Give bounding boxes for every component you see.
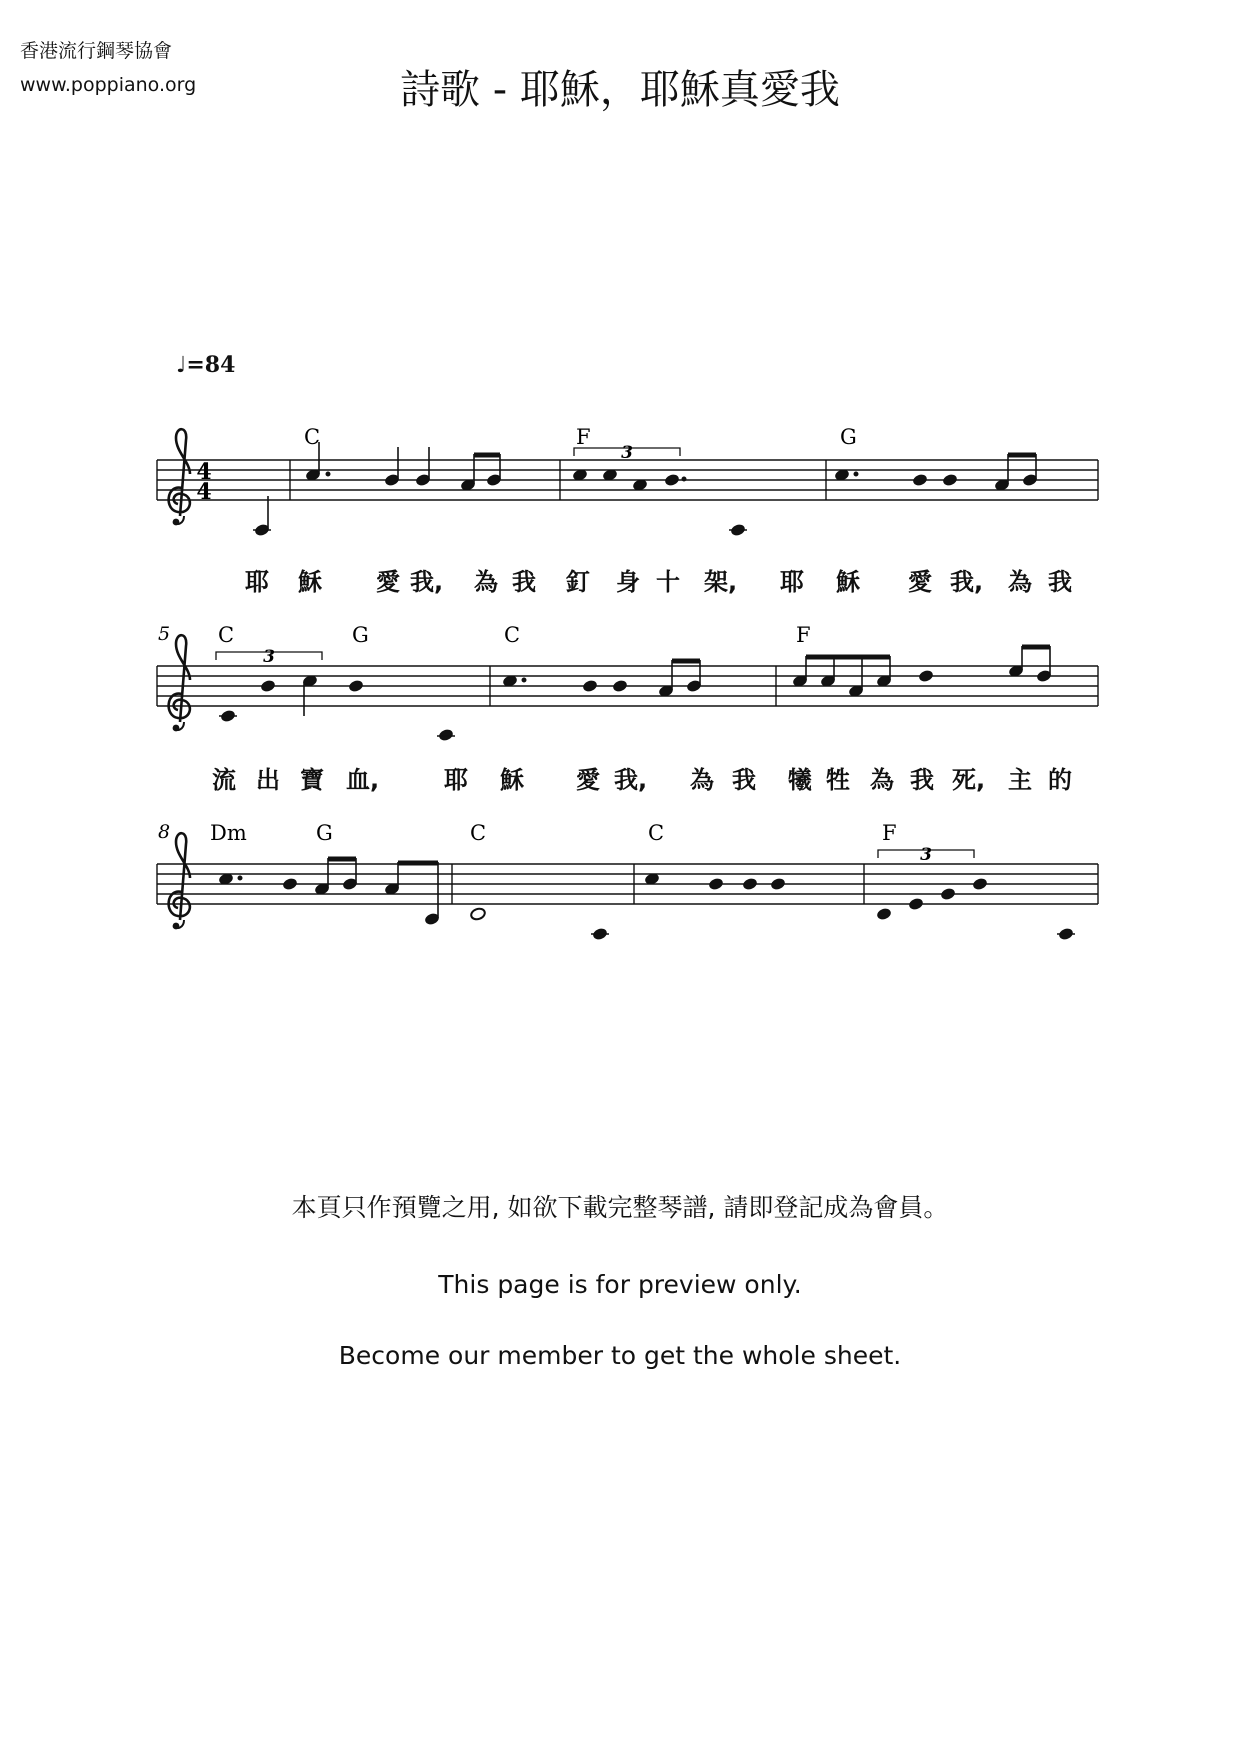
measure-number: 5 xyxy=(158,623,171,645)
triplet-mark: 3 xyxy=(263,647,275,667)
preview-notice-line-1: This page is for preview only. xyxy=(438,1270,802,1299)
treble-clef-icon xyxy=(169,429,190,525)
lyric-syllable: 的 xyxy=(1048,766,1072,794)
lyric-syllable: 主 xyxy=(1008,766,1032,794)
lyrics-line-2 xyxy=(0,760,1240,794)
lyric-syllable: 流 xyxy=(212,766,236,794)
lyric-syllable: 釘 xyxy=(566,568,590,596)
chord-symbol: F xyxy=(882,821,897,845)
time-signature-bottom: 4 xyxy=(196,479,212,505)
page-title: 詩歌 - 耶穌，耶穌真愛我 xyxy=(400,67,840,113)
lyrics-line-1 xyxy=(0,562,1240,596)
lyric-syllable: 愛 xyxy=(376,568,400,596)
site-name: 香港流行鋼琴協會 xyxy=(20,40,173,62)
lyric-syllable: 愛 xyxy=(908,568,932,596)
lyric-syllable: 犧 xyxy=(788,766,812,794)
lyric-syllable: 為 xyxy=(474,568,498,596)
lyric-syllable: 穌 xyxy=(298,568,322,596)
chord-symbol: F xyxy=(576,425,591,449)
chord-symbol: C xyxy=(218,623,235,647)
notes-system-2 xyxy=(216,646,1052,742)
lyric-syllable: 穌 xyxy=(500,766,524,794)
triplet-mark: 3 xyxy=(920,845,932,865)
triplet-mark: 3 xyxy=(621,443,633,463)
lyric-syllable: 架, xyxy=(704,568,738,596)
notes-system-1 xyxy=(253,442,1038,537)
lyric-syllable: 為 xyxy=(690,766,714,794)
staff-system-2 xyxy=(157,635,1098,731)
staff-system-3 xyxy=(157,833,1098,929)
lyric-syllable: 血, xyxy=(346,766,380,794)
chord-symbol: F xyxy=(796,623,811,647)
lyric-syllable: 耶 xyxy=(444,766,468,794)
treble-clef-icon xyxy=(169,635,190,731)
measure-number: 8 xyxy=(158,821,171,843)
lyric-syllable: 我 xyxy=(512,568,536,596)
lyric-syllable: 為 xyxy=(1008,568,1032,596)
lyric-syllable: 我 xyxy=(732,766,756,794)
lyric-syllable: 愛 xyxy=(576,766,600,794)
chord-symbol: G xyxy=(840,425,857,449)
chord-symbol: Dm xyxy=(210,821,247,845)
chord-symbol: C xyxy=(504,623,521,647)
lyric-syllable: 十 xyxy=(656,568,680,596)
treble-clef-icon xyxy=(169,833,190,929)
lyric-syllable: 穌 xyxy=(836,568,860,596)
chord-symbol: C xyxy=(648,821,665,845)
lyric-syllable: 出 xyxy=(256,766,280,794)
lyric-syllable: 我, xyxy=(410,568,444,596)
tempo-marking: ♩=84 xyxy=(176,352,236,378)
chord-symbol: G xyxy=(352,623,369,647)
lyric-syllable: 我, xyxy=(614,766,648,794)
lyric-syllable: 寶 xyxy=(300,766,324,794)
preview-notice-chinese: 本頁只作預覽之用, 如欲下載完整琴譜, 請即登記成為會員。 xyxy=(291,1193,949,1222)
lyric-syllable: 牲 xyxy=(826,766,850,794)
lyric-syllable: 為 xyxy=(870,766,894,794)
chord-symbol: C xyxy=(470,821,487,845)
lyric-syllable: 耶 xyxy=(780,568,804,596)
lyric-syllable: 死, xyxy=(952,766,986,794)
chord-symbol: G xyxy=(316,821,333,845)
lyric-syllable: 身 xyxy=(616,568,640,596)
time-signature-top: 4 xyxy=(196,459,212,485)
site-url[interactable]: www.poppiano.org xyxy=(20,74,197,96)
preview-notice-line-2: Become our member to get the whole sheet. xyxy=(338,1341,902,1370)
lyric-syllable: 我 xyxy=(910,766,934,794)
chord-symbol: C xyxy=(304,425,321,449)
lyric-syllable: 耶 xyxy=(245,568,269,596)
lyric-syllable: 我 xyxy=(1048,568,1072,596)
lyric-syllable: 我, xyxy=(950,568,984,596)
